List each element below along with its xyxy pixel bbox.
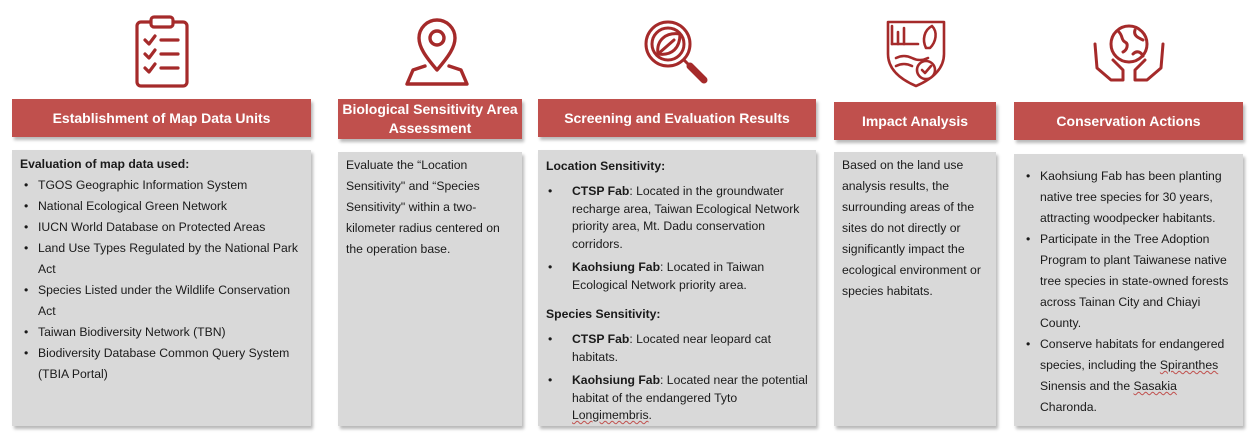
- list-item: • Biodiversity Database Common Query System (TBIA Portal): [20, 343, 303, 385]
- list-item: [546, 331, 808, 366]
- location-pin-icon: [395, 14, 479, 90]
- header-sensitivity-assessment: [338, 99, 522, 139]
- site-text: : Located near the potential habitat of the endangered Tyto: [572, 373, 808, 405]
- list-item: • IUCN World Database on Protected Areas: [20, 217, 303, 238]
- list-item: • TGOS Geographic Information System: [20, 175, 303, 196]
- ecosystem-shield-icon: [874, 14, 958, 90]
- site-text-end: .: [648, 408, 652, 422]
- site-text: : Located in Taiwan Ecological Network priority area.: [572, 260, 765, 292]
- panel-screening-results: [538, 150, 816, 426]
- header-label: Conservation Actions: [1056, 113, 1201, 129]
- panel-conservation-actions: [1014, 154, 1243, 426]
- item-text: Charonda.: [1040, 400, 1097, 414]
- panel-lead: Evaluation of map data used:: [20, 157, 190, 171]
- list-item: [546, 372, 808, 425]
- header-label: Screening and Evaluation Results: [564, 110, 790, 126]
- site-name: Kaohsiung Fab: [572, 260, 661, 274]
- list-item: • Participate in the Tree Adoption Program to plant Taiwanese native tree species in state-owned forests across Tainan City and Chiayi County.: [1022, 229, 1235, 334]
- header-map-data-units: [12, 99, 311, 137]
- item-text: Conserve habitats for endangered species, including the: [1040, 337, 1225, 372]
- header-label: Impact Analysis: [861, 113, 969, 129]
- panel-text: Evaluate the “Location Sensitivity" and “Species Sensitivity" within a two-kilometer radius centered on the operation base.: [346, 158, 500, 256]
- header-label: Establishment of Map Data Units: [52, 110, 271, 126]
- header-impact-analysis: [834, 102, 996, 140]
- list-item: • Kaohsiung Fab has been planting native tree species for 30 years, attracting woodpecker habitants.: [1022, 166, 1235, 229]
- list-item: [1022, 334, 1235, 418]
- species-sensitivity-title: Species Sensitivity:: [546, 307, 661, 321]
- hands-globe-icon: [1087, 14, 1171, 90]
- panel-impact-analysis: [834, 152, 996, 426]
- site-name: CTSP Fab: [572, 184, 630, 198]
- panel-text: Based on the land use analysis results, the surrounding areas of the sites do not directly or significantly impact the ecological environment or species habitats.: [842, 158, 981, 298]
- item-text: Sinensis and the: [1040, 379, 1134, 393]
- location-list: [546, 183, 808, 294]
- header-label: Biological Sensitivity Area Assessment: [342, 101, 518, 136]
- header-conservation-actions: [1014, 102, 1243, 140]
- list-item: [546, 183, 808, 253]
- location-sensitivity-title: Location Sensitivity:: [546, 159, 666, 173]
- species-name: Longimembris: [572, 408, 649, 422]
- data-source-list: [20, 175, 303, 385]
- list-item: • Taiwan Biodiversity Network (TBN): [20, 322, 303, 343]
- panel-sensitivity-assessment: [338, 152, 522, 426]
- list-item: • Land Use Types Regulated by the National Park Act: [20, 238, 303, 280]
- species-name: Spiranthes: [1159, 358, 1219, 372]
- panel-map-data-units: [12, 150, 311, 426]
- list-item: • Species Listed under the Wildlife Conservation Act: [20, 280, 303, 322]
- magnifier-leaf-icon: [634, 14, 718, 90]
- header-screening-results: [538, 99, 816, 137]
- species-name: Sasakia: [1133, 379, 1177, 393]
- site-text: : Located in the groundwater recharge area, Taiwan Ecological Network priority area, Mt. Dadu conservation corridors.: [572, 184, 800, 251]
- site-text: : Located near leopard cat habitats.: [572, 332, 771, 364]
- action-list: [1022, 166, 1235, 418]
- site-name: Kaohsiung Fab: [572, 373, 661, 387]
- species-list: [546, 331, 808, 425]
- checklist-clipboard-icon: [120, 14, 204, 90]
- list-item: • National Ecological Green Network: [20, 196, 303, 217]
- site-name: CTSP Fab: [572, 332, 630, 346]
- list-item: [546, 259, 808, 294]
